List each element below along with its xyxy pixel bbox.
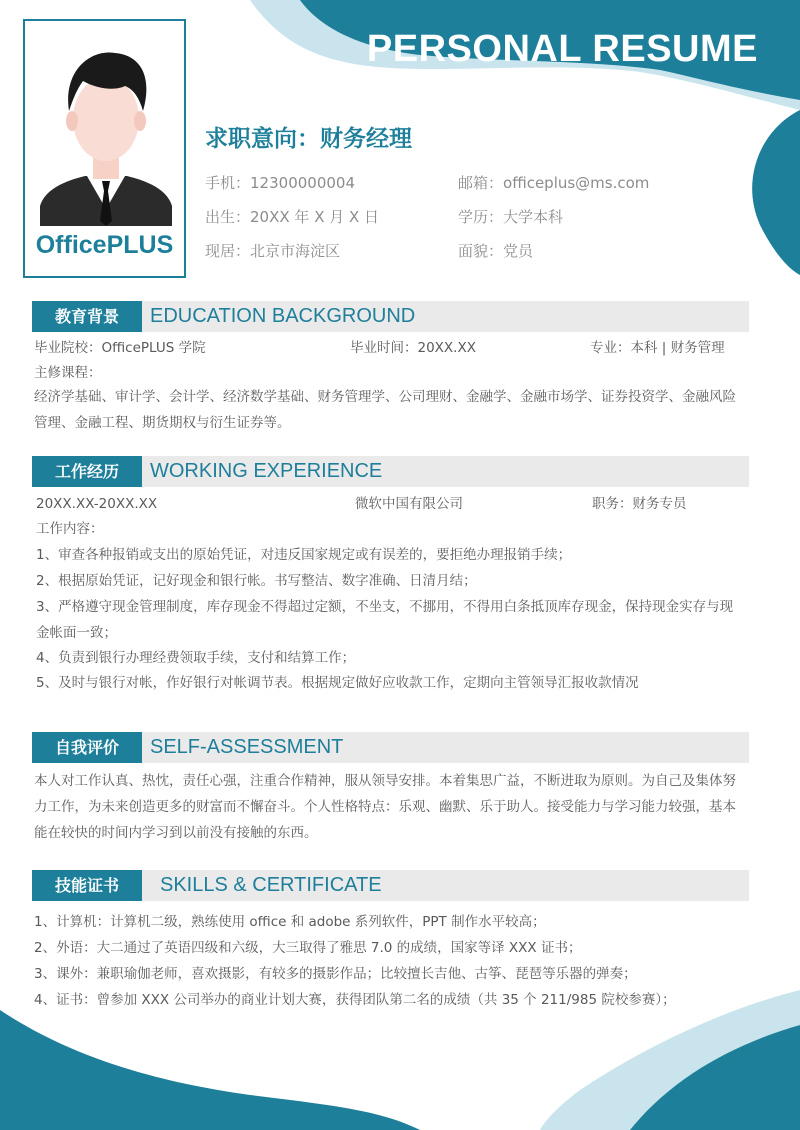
work-company: 微软中国有限公司 — [355, 496, 463, 512]
birth-value: 20XX 年 X 月 X 日 — [250, 208, 380, 226]
self-tag: 自我评价 — [32, 732, 142, 763]
degree-value: 大学本科 — [503, 208, 564, 226]
email-row: 邮箱：officeplus@ms.com — [458, 174, 650, 192]
self-title-en: SELF-ASSESSMENT — [150, 736, 344, 758]
politics-value: 党员 — [503, 242, 534, 260]
education-title-en: EDUCATION BACKGROUND — [150, 305, 416, 327]
brand-logo: OfficePLUS — [35, 231, 174, 259]
duty-item: 2、根据原始凭证，记好现金和银行帐。书写整洁、数字准确、日清月结； — [36, 573, 477, 589]
self-section-header — [32, 732, 749, 763]
skills-section-header — [32, 870, 749, 901]
duty-item: 5、及时与银行对帐，作好银行对帐调节表。根据规定做好应收款工作，定期向主管领导汇报收款情况 — [36, 675, 639, 691]
skills-tag: 技能证书 — [32, 870, 142, 901]
resume-title: PERSONAL RESUME — [366, 28, 758, 70]
school: 毕业院校：OfficePLUS 学院 — [34, 340, 206, 356]
work-title-en: WORKING EXPERIENCE — [150, 460, 383, 482]
work-tag: 工作经历 — [32, 456, 142, 487]
phone-value: 12300000004 — [250, 174, 355, 192]
work-section-header — [32, 456, 749, 487]
phone-row: 手机：12300000004 — [205, 174, 355, 192]
residence-row: 现居：北京市海淀区 — [205, 242, 341, 260]
courses-label: 主修课程： — [34, 365, 102, 381]
self-assessment-text: 本人对工作认真、热忱，责任心强，注重合作精神，服从领导安排。本着集思广益，不断进取为原则。为自己及集体努力工作，为未来创造更多的财富而不懈奋斗。个人性格特点：乐观、幽默、乐于助人。接受能力与学习能力较强，基本能在较快的时间内学习到以前没有接触的东西。 — [34, 773, 736, 841]
major: 专业：本科 | 财务管理 — [590, 340, 725, 356]
skill-item: 1、计算机：计算机二级，熟练使用 office 和 adobe 系列软件，PPT 制作水平较高； — [34, 914, 546, 930]
skill-item: 2、外语：大二通过了英语四级和六级，大三取得了雅思 7.0 的成绩，国家等译 XXX 证书； — [34, 940, 582, 956]
photo-card — [23, 19, 186, 278]
courses-text: 经济学基础、审计学、会计学、经济数学基础、财务管理学、公司理财、金融学、金融市场学、证券投资学、金融风险管理、金融工程、期货期权与衍生证券等。 — [34, 389, 736, 431]
graduation-time: 毕业时间：20XX.XX — [350, 340, 476, 356]
politics-row: 面貌：党员 — [458, 242, 534, 260]
residence-value: 北京市海淀区 — [250, 242, 341, 260]
skill-item: 3、课外：兼职瑜伽老师，喜欢摄影，有较多的摄影作品；比较擅长吉他、古筝、琵琶等乐器的弹奏； — [34, 966, 637, 982]
education-tag: 教育背景 — [32, 301, 142, 332]
duty-item: 1、审查各种报销或支出的原始凭证，对违反国家规定或有误差的，要拒绝办理报销手续； — [36, 547, 572, 563]
avatar — [35, 31, 176, 226]
birth-row: 出生：20XX 年 X 月 X 日 — [205, 208, 380, 226]
degree-row: 学历：大学本科 — [458, 208, 564, 226]
work-position: 职务：财务专员 — [592, 496, 687, 512]
skill-item: 4、证书：曾参加 XXX 公司举办的商业计划大赛，获得团队第二名的成绩（共 35 个 211/985 院校参赛）； — [34, 992, 676, 1008]
job-intent: 求职意向：财务经理 — [205, 126, 412, 152]
duty-item: 3、严格遵守现金管理制度，库存现金不得超过定额，不坐支，不挪用，不得用白条抵顶库存现金，保持现金实存与现金帐面一致； — [36, 599, 734, 641]
work-period: 20XX.XX-20XX.XX — [36, 496, 158, 512]
skills-title-en: SKILLS & CERTIFICATE — [160, 874, 382, 896]
duty-label: 工作内容： — [36, 521, 104, 537]
email-value: officeplus@ms.com — [503, 174, 650, 192]
duty-item: 4、负责到银行办理经费领取手续，支付和结算工作； — [36, 650, 356, 666]
education-section-header — [32, 301, 749, 332]
